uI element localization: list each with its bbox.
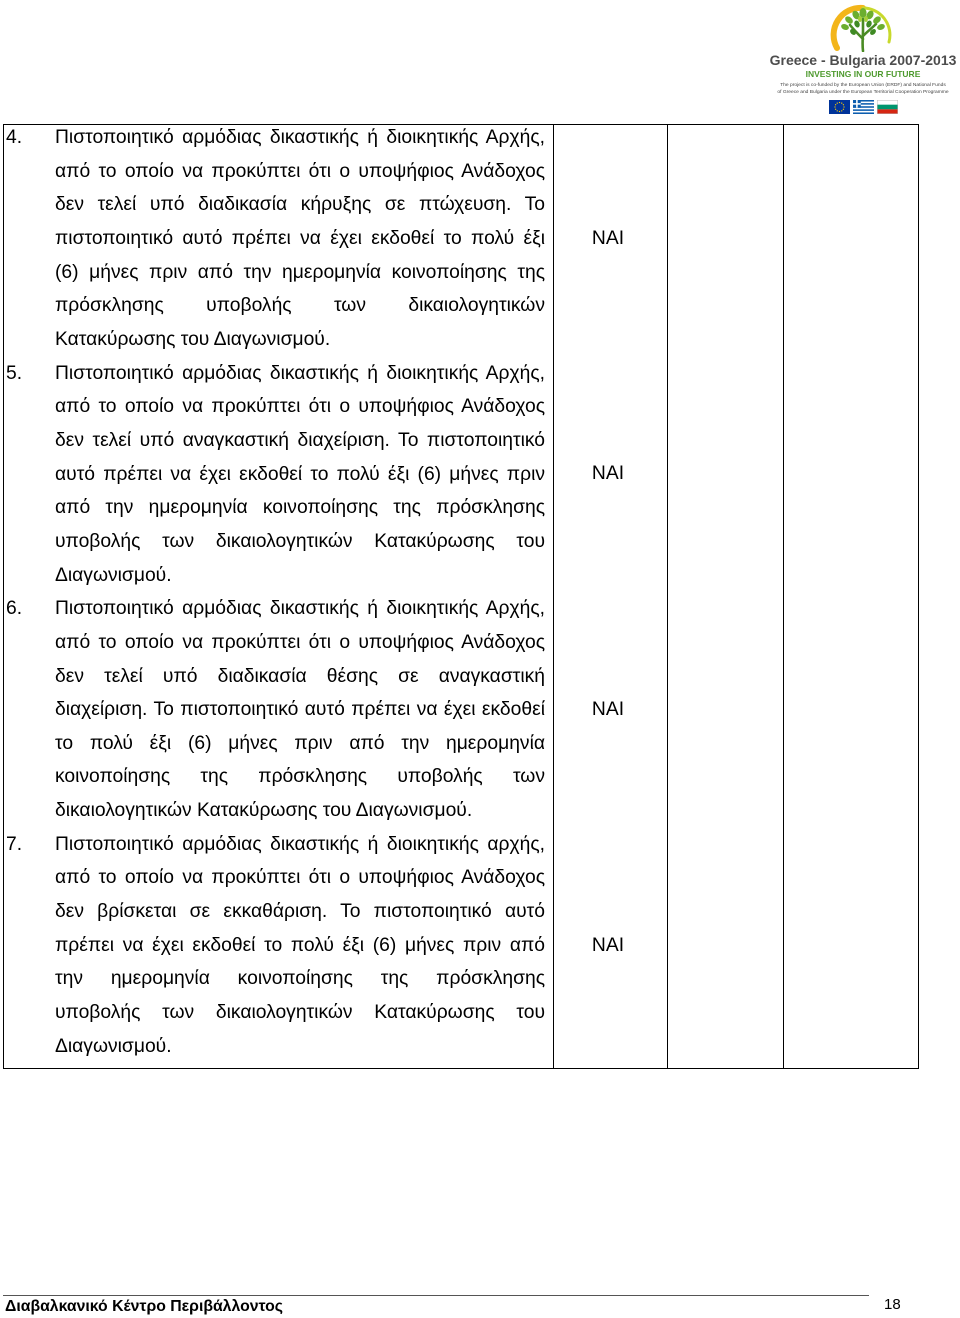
item-description: [55, 357, 545, 593]
item-text-line: υποβολής των δικαιολογητικών Κατακύρωσης του: [55, 1002, 545, 1024]
logo-title: Greece - Bulgaria 2007-2013: [769, 52, 957, 68]
page-number: 18: [884, 1296, 901, 1313]
item-text-line: από το οποίο να προκύπτει ότι ο υποψήφιος Ανάδοχος: [55, 867, 545, 889]
item-text-line: Διαγωνισμού.: [55, 1035, 172, 1057]
item-text-line: Πιστοποιητικό αρμόδιας δικαστικής ή διοικητικής Αρχής,: [55, 598, 545, 620]
answer-value: ΝΑΙ: [591, 934, 625, 956]
logo-note-line: The project is co-funded by the European Union (ERDF) and National Funds: [780, 83, 946, 88]
table-body: [0, 121, 667, 1063]
table-column-divider: [783, 124, 784, 1069]
item-text-line: δεν τελεί υπό διαδικασία θέσης σε αναγκαστική: [55, 665, 545, 687]
greece-flag-icon: [853, 100, 874, 114]
item-number: 6.: [6, 598, 23, 620]
item-text-line: από το οποίο να προκύπτει ότι ο υποψήφιος Ανάδοχος: [55, 160, 545, 182]
item-text-line: από το οποίο να προκύπτει ότι ο υποψήφιος Ανάδοχος: [55, 631, 545, 653]
flags: [829, 100, 898, 114]
answer-cell: [551, 828, 665, 1064]
item-text-line: Πιστοποιητικό αρμόδιας δικαστικής ή διοικητικής αρχής,: [55, 833, 545, 855]
item-text-line: πρέπει να έχει εκδοθεί το πολύ έξι (6) μήνες πριν από: [55, 934, 545, 956]
item-text-line: το πολύ έξι (6) μήνες πριν από την ημερομηνία: [55, 732, 545, 754]
item-text-line: πρόσκλησης υποβολής των δικαιολογητικών: [55, 295, 545, 317]
answer-value: ΝΑΙ: [591, 698, 625, 720]
table-row: [0, 828, 667, 1064]
answer-cell: [551, 121, 665, 357]
table-row: [0, 357, 667, 593]
item-number: 4.: [6, 127, 23, 148]
item-text-line: Πιστοποιητικό αρμόδιας δικαστικής ή διοικητικής Αρχής,: [55, 362, 545, 384]
table-column-divider: [667, 124, 668, 1069]
logo-note-line: of Greece and Bulgaria under the European Territorial Cooperation Programme: [777, 89, 949, 95]
answer-value: ΝΑΙ: [591, 463, 625, 485]
item-description: [55, 828, 545, 1064]
programme-logo: [766, 0, 960, 120]
item-text-line: δεν τελεί υπό διαδικασία κήρυξης σε πτώχευση. Το: [55, 194, 545, 216]
answer-cell: [551, 357, 665, 593]
item-number: 5.: [6, 362, 23, 384]
answer-value: ΝΑΙ: [591, 227, 625, 249]
logo-note: [766, 83, 960, 96]
item-text-line: Πιστοποιητικό αρμόδιας δικαστικής ή διοικητικής Αρχής,: [55, 127, 545, 148]
item-text-line: δικαιολογητικών Κατακύρωσης του Διαγωνισμού.: [55, 800, 473, 822]
logo-slogan: INVESTING IN OUR FUTURE: [805, 69, 921, 79]
item-text-line: Διαγωνισμού.: [55, 564, 172, 586]
item-text-line: Κατακύρωσης του Διαγωνισμού.: [55, 328, 331, 350]
item-text-line: υποβολής των δικαιολογητικών Κατακύρωσης του: [55, 530, 545, 552]
table-row: [0, 592, 667, 828]
item-text-line: (6) μήνες πριν από την ημερομηνία κοινοποίησης της: [55, 261, 545, 283]
item-text-line: δεν τελεί υπό αναγκαστική διαχείριση. Το πιστοποιητικό: [55, 429, 545, 451]
item-text-line: από την ημερομηνία κοινοποίησης της πρόσκλησης: [55, 497, 545, 519]
eu-flag-icon: [829, 100, 850, 114]
table-row: [0, 121, 667, 357]
item-text-line: πιστοποιητικό αυτό πρέπει να έχει εκδοθεί το πολύ έξι: [55, 227, 545, 249]
item-description: [55, 121, 545, 357]
bulgaria-flag-icon: [877, 100, 898, 114]
item-description: [55, 592, 545, 828]
item-number: 7.: [6, 833, 23, 855]
item-text-line: αυτό πρέπει να έχει εκδοθεί το πολύ έξι (6) μήνες πριν: [55, 463, 545, 485]
item-text-line: την ημερομηνία κοινοποίησης της πρόσκλησης: [55, 968, 545, 990]
footer-organization: Διαβαλκανικό Κέντρο Περιβάλλοντος: [5, 1298, 283, 1315]
item-text-line: διαχείριση. Το πιστοποιητικό αυτό πρέπει να έχει εκδοθεί: [55, 699, 545, 721]
answer-cell: [551, 592, 665, 828]
item-text-line: κοινοποίησης της πρόσκλησης υποβολής των: [55, 766, 545, 788]
item-text-line: δεν βρίσκεται σε εκκαθάριση. Το πιστοποιητικό αυτό: [55, 901, 545, 923]
tree-emblem-icon: [823, 2, 903, 52]
footer-rule: [3, 1295, 869, 1296]
item-text-line: από το οποίο να προκύπτει ότι ο υποψήφιος Ανάδοχος: [55, 396, 545, 418]
